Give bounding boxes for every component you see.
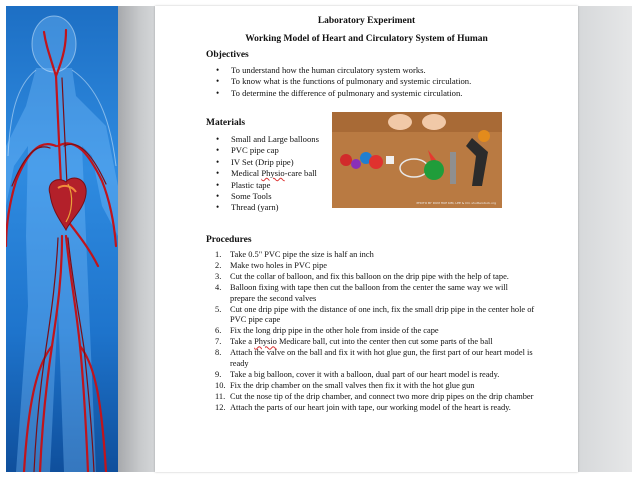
hand-right xyxy=(422,114,446,130)
pvc-cap xyxy=(386,156,394,164)
care-ball xyxy=(424,160,444,180)
procedures-heading: Procedures xyxy=(206,235,252,245)
material-item: • Some Tools xyxy=(215,191,319,202)
decorative-gray-strip xyxy=(118,6,155,472)
decorative-right-strip xyxy=(578,6,632,472)
objective-item: • To understand how the human circulatory system works. xyxy=(215,65,471,76)
material-item: • IV Set (Drip pipe) xyxy=(215,157,319,168)
material-item: • Thread (yarn) xyxy=(215,202,319,213)
procedure-step: 4. Balloon fixing with tape then cut the balloon from the center the same way we will prepare the second valves xyxy=(215,282,508,303)
materials-photo xyxy=(332,112,502,208)
materials-list xyxy=(215,134,319,214)
materials-photo-graphic xyxy=(332,112,502,208)
material-item: • Medical Physio-care ball xyxy=(215,168,319,179)
hand-left xyxy=(388,114,412,130)
circulatory-system-illustration xyxy=(6,6,118,472)
procedures-list xyxy=(215,250,535,414)
procedure-step: 3. Cut the collar of balloon, and fix this balloon on the drip pipe with the help of tape. xyxy=(215,271,509,281)
procedure-step: 6. Fix the long drip pipe in the other hole from inside of the cape xyxy=(215,326,439,336)
procedure-step: 11. Cut the nose tip of the drip chamber, and connect two more drip pipes on the drip chamber xyxy=(215,391,534,401)
photo-caption: PHOTO BY DUM HUE KIM, LEE & CO. shutterstock.org xyxy=(416,201,496,205)
procedure-step: 9. Take a big balloon, cover it with a balloon, dual part of our heart model is ready. xyxy=(215,369,500,379)
objective-item: • To determine the difference of pulmonary and systemic circulation. xyxy=(215,88,471,99)
material-item: • Plastic tape xyxy=(215,180,319,191)
materials-heading: Materials xyxy=(206,118,246,128)
procedure-step: 8. Attach the valve on the ball and fix it with hot glue gun, the first part of our heart model is ready xyxy=(215,348,533,369)
procedure-step: 5. Cut one drip pipe with the distance of one inch, fix the small drip pipe in the center hole of PVC pipe cape xyxy=(215,304,535,325)
procedure-step: 10. Fix the drip chamber on the small valves then fix it with the hot glue gun xyxy=(215,380,475,390)
balloon-red-large xyxy=(369,155,383,169)
objectives-list xyxy=(215,65,471,99)
objectives-heading: Objectives xyxy=(206,50,249,60)
tape-roll xyxy=(478,130,490,142)
material-item: • Small and Large balloons xyxy=(215,134,319,145)
procedure-step: 1. Take 0.5" PVC pipe the size is half an inch xyxy=(215,250,374,259)
procedure-step: 12. Attach the parts of our heart join with tape, our working model of the heart is ready. xyxy=(215,402,511,412)
procedure-step: 7. Take a Physio Medicare ball, cut into the center then cut some parts of the ball xyxy=(215,337,493,347)
objective-item: • To know what is the functions of pulmonary and systemic circulation. xyxy=(215,76,471,87)
document-subtitle: Working Model of Heart and Circulatory System of Human xyxy=(245,34,488,44)
document-page xyxy=(155,6,578,472)
balloon-red xyxy=(340,154,352,166)
balloon-purple xyxy=(351,159,361,169)
tool-knife xyxy=(450,152,456,184)
material-item: • PVC pipe cap xyxy=(215,145,319,156)
procedure-step: 2. Make two holes in PVC pipe xyxy=(215,260,328,270)
body-figure-graphic xyxy=(6,6,118,472)
document-title: Laboratory Experiment xyxy=(317,16,416,26)
